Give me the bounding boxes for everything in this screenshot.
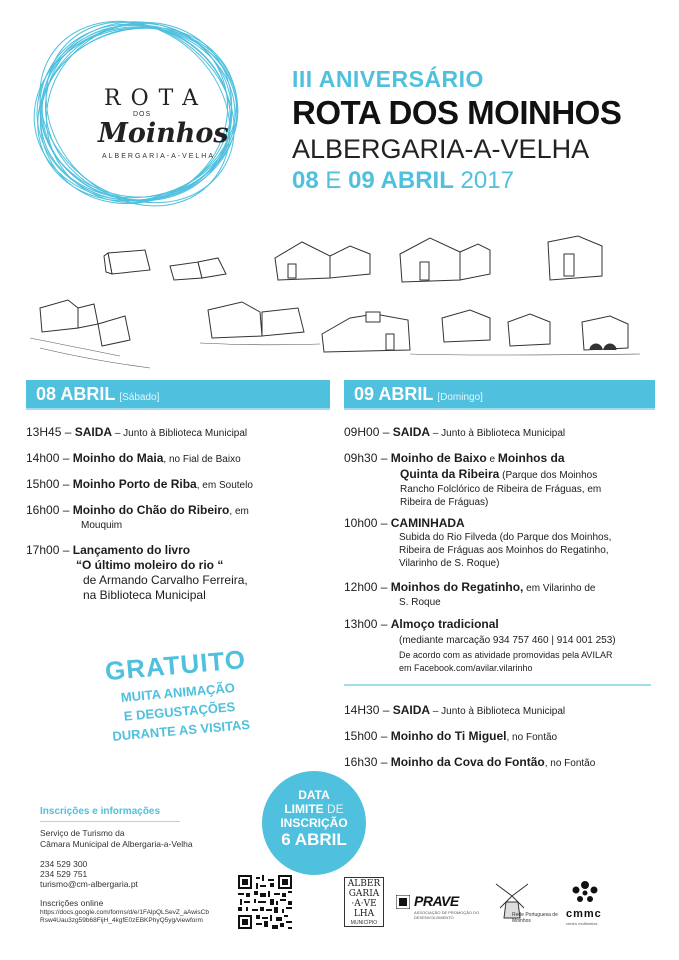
prave-mark-icon — [396, 895, 410, 909]
item-note: Subida do Rio Filveda (do Parque dos Moinhos, — [399, 532, 612, 543]
item-location-cont: S. Roque — [399, 597, 441, 608]
item-time: 12h00 – — [344, 580, 388, 594]
item-location: – Junto à Biblioteca Municipal — [112, 428, 248, 439]
date-second: 09 ABRIL — [348, 167, 454, 194]
item-location: , no Fontão — [544, 758, 596, 769]
item-time: 09h30 – — [344, 451, 388, 465]
day1-item-3 — [26, 477, 253, 493]
item-note-2: Rancho Folclórico de Ribeira de Fráguas, em — [400, 484, 602, 495]
date-first: 08 — [292, 167, 319, 194]
logo-dos-text: DOS — [133, 111, 152, 118]
day2-weekday: [Domingo] — [437, 392, 483, 403]
alb-line-4: LHA — [353, 909, 375, 919]
day2-item-7 — [344, 729, 557, 745]
windmill-illustrations — [30, 228, 640, 373]
day2-item-2 — [344, 451, 654, 509]
logo-moinhos-text: Moinhos — [98, 118, 229, 149]
item-name-3: Quinta da Ribeira — [400, 467, 500, 481]
item-name: Moinho Porto de Riba — [72, 477, 197, 491]
date-and: E — [325, 167, 342, 194]
badge-line-1: DATA — [298, 788, 330, 802]
item-time: 13H45 – — [26, 425, 72, 439]
item-note-3: Ribeira de Fráguas) — [400, 497, 489, 508]
avilar-link: em Facebook.com/avilar.vilarinho — [399, 663, 533, 673]
promo-line-2: E DEGUSTAÇÕES — [123, 699, 236, 724]
alb-line-1: ALBER — [347, 879, 381, 889]
day2-item-8 — [344, 755, 595, 771]
phone-1: 234 529 300 — [40, 859, 88, 869]
avilar-note: De acordo com as atividade promovidas pela AVILAR — [399, 650, 613, 660]
day2-item-3 — [344, 516, 654, 570]
day1-header — [26, 380, 330, 408]
badge-de: DE — [327, 802, 344, 816]
day2-title: 09 ABRIL — [354, 384, 434, 404]
cmmc-dots-icon — [570, 880, 600, 906]
form-url-2[interactable]: Rsw4Uau3zg59b68FijH_4kgfE0zEBKPhyQ5yg/viewform — [40, 917, 203, 924]
free-promo — [85, 642, 272, 745]
day1-item-4 — [26, 503, 326, 532]
day1-underline — [26, 408, 330, 410]
day1-weekday: [Sábado] — [119, 392, 160, 403]
item-name: SAIDA — [74, 425, 113, 439]
day2-separator — [344, 684, 651, 686]
org-line-2: Câmara Municipal de Albergaria-a-Velha — [40, 839, 193, 849]
free-label: GRATUITO — [103, 644, 248, 687]
form-url-1[interactable]: https://docs.google.com/forms/d/e/1FAlpQLSevZ_aAwisCb — [40, 909, 209, 916]
day1-item-5 — [26, 543, 326, 603]
item-time: 15h00 – — [26, 477, 70, 491]
event-dates — [292, 167, 514, 195]
day1-item-1 — [26, 425, 247, 441]
item-location: – Junto à Biblioteca Municipal — [430, 706, 566, 717]
item-time: 09H00 – — [344, 425, 390, 439]
date-year: 2017 — [460, 167, 514, 194]
book-author: de Armando Carvalho Ferreira, — [83, 573, 248, 587]
item-location: , no Fial de Baixo — [163, 454, 241, 465]
qr-code-icon — [238, 875, 292, 929]
item-name: Moinho da Cova do Fontão — [390, 755, 545, 769]
item-time: 10h00 – — [344, 516, 388, 530]
item-and: e — [486, 454, 498, 465]
item-note-2: Ribeira de Fráguas aos Moinhos do Regatinho, — [399, 545, 609, 556]
day2-item-4 — [344, 580, 654, 609]
albergaria-municipio: MUNICÍPIO — [350, 920, 378, 926]
day2-item-5 — [344, 617, 654, 675]
item-time: 17h00 – — [26, 543, 70, 557]
badge-limite: LIMITE — [284, 802, 324, 816]
alb-line-3: ·A·VE — [351, 899, 377, 909]
promo-line-3: DURANTE AS VISITAS — [111, 716, 251, 744]
item-name: Moinho do Maia — [72, 451, 164, 465]
item-name: SAIDA — [392, 703, 431, 717]
item-time: 16h30 – — [344, 755, 388, 769]
logo-place-text: ALBERGARIA-A-VELHA — [102, 153, 216, 160]
book-venue: na Biblioteca Municipal — [83, 588, 206, 602]
item-time: 15h00 – — [344, 729, 388, 743]
item-note: (Parque dos Moinhos — [499, 470, 598, 481]
online-label: Inscrições online — [40, 898, 104, 908]
day1-item-2 — [26, 451, 241, 467]
item-name: Lançamento do livro — [72, 543, 191, 557]
item-location-cont: Mouquim — [81, 520, 123, 531]
item-note-3: Vilarinho de S. Roque) — [399, 558, 500, 569]
anniversary-title: III ANIVERSÁRIO — [292, 66, 484, 92]
day2-underline — [344, 408, 655, 410]
day2-header — [344, 380, 655, 408]
badge-line-2 — [261, 802, 367, 816]
inscriptions-underline — [40, 821, 180, 822]
item-name: Moinhos do Regatinho, — [390, 580, 524, 594]
item-time: 14h00 – — [26, 451, 70, 465]
item-time: 14H30 – — [344, 703, 390, 717]
promo-line-1: MUITA ANIMAÇÃO — [120, 680, 236, 705]
email-link[interactable]: turismo@cm-albergaria.pt — [40, 879, 138, 889]
prave-subtitle: ASSOCIAÇÃO DE PROMOÇÃO DO DESENVOLVIMENTO — [414, 910, 480, 920]
prave-logo: PRAVE — [414, 893, 459, 909]
event-title: ROTA DOS MOINHOS — [292, 94, 622, 131]
logo-rota-text: ROTA — [104, 86, 208, 111]
day1-title: 08 ABRIL — [36, 384, 116, 404]
item-name: CAMINHADA — [390, 516, 465, 530]
item-time: 16h00 – — [26, 503, 70, 517]
phone-2: 234 529 751 — [40, 869, 88, 879]
item-time: 13h00 – — [344, 617, 388, 631]
item-name-2: Moinhos da — [497, 451, 565, 465]
item-location: , no Fontão — [506, 732, 558, 743]
day2-item-1 — [344, 425, 565, 441]
item-name: Moinho do Chão do Ribeiro — [72, 503, 230, 517]
item-location: , em Soutelo — [196, 480, 253, 491]
event-place: ALBERGARIA-A-VELHA — [292, 134, 590, 164]
cmmc-logo: cmmc — [566, 908, 602, 920]
inscriptions-heading: Inscrições e informações — [40, 806, 161, 817]
alb-line-2: GARIA — [348, 889, 380, 899]
item-location: – Junto à Biblioteca Municipal — [430, 428, 566, 439]
booking-phones: (mediante marcação 934 757 460 | 914 001 253) — [399, 635, 616, 646]
badge-line-3: INSCRIÇÃO — [280, 816, 348, 830]
org-line-1: Serviço de Turismo da — [40, 828, 125, 838]
item-name: Moinho do Ti Miguel — [390, 729, 507, 743]
item-name: Almoço tradicional — [390, 617, 499, 631]
item-name: Moinho de Baixo — [390, 451, 487, 465]
book-title: “O último moleiro do rio “ — [76, 558, 224, 572]
rede-moinhos-logo: Rede Portuguesa de Moinhos — [512, 912, 558, 924]
item-location: , em — [229, 506, 249, 517]
item-location: em Vilarinho de — [523, 583, 596, 594]
day2-item-6 — [344, 703, 565, 719]
cmmc-subtitle: centro multimeios — [566, 921, 598, 926]
item-name: SAIDA — [392, 425, 431, 439]
badge-line-4: 6 ABRIL — [281, 830, 347, 849]
